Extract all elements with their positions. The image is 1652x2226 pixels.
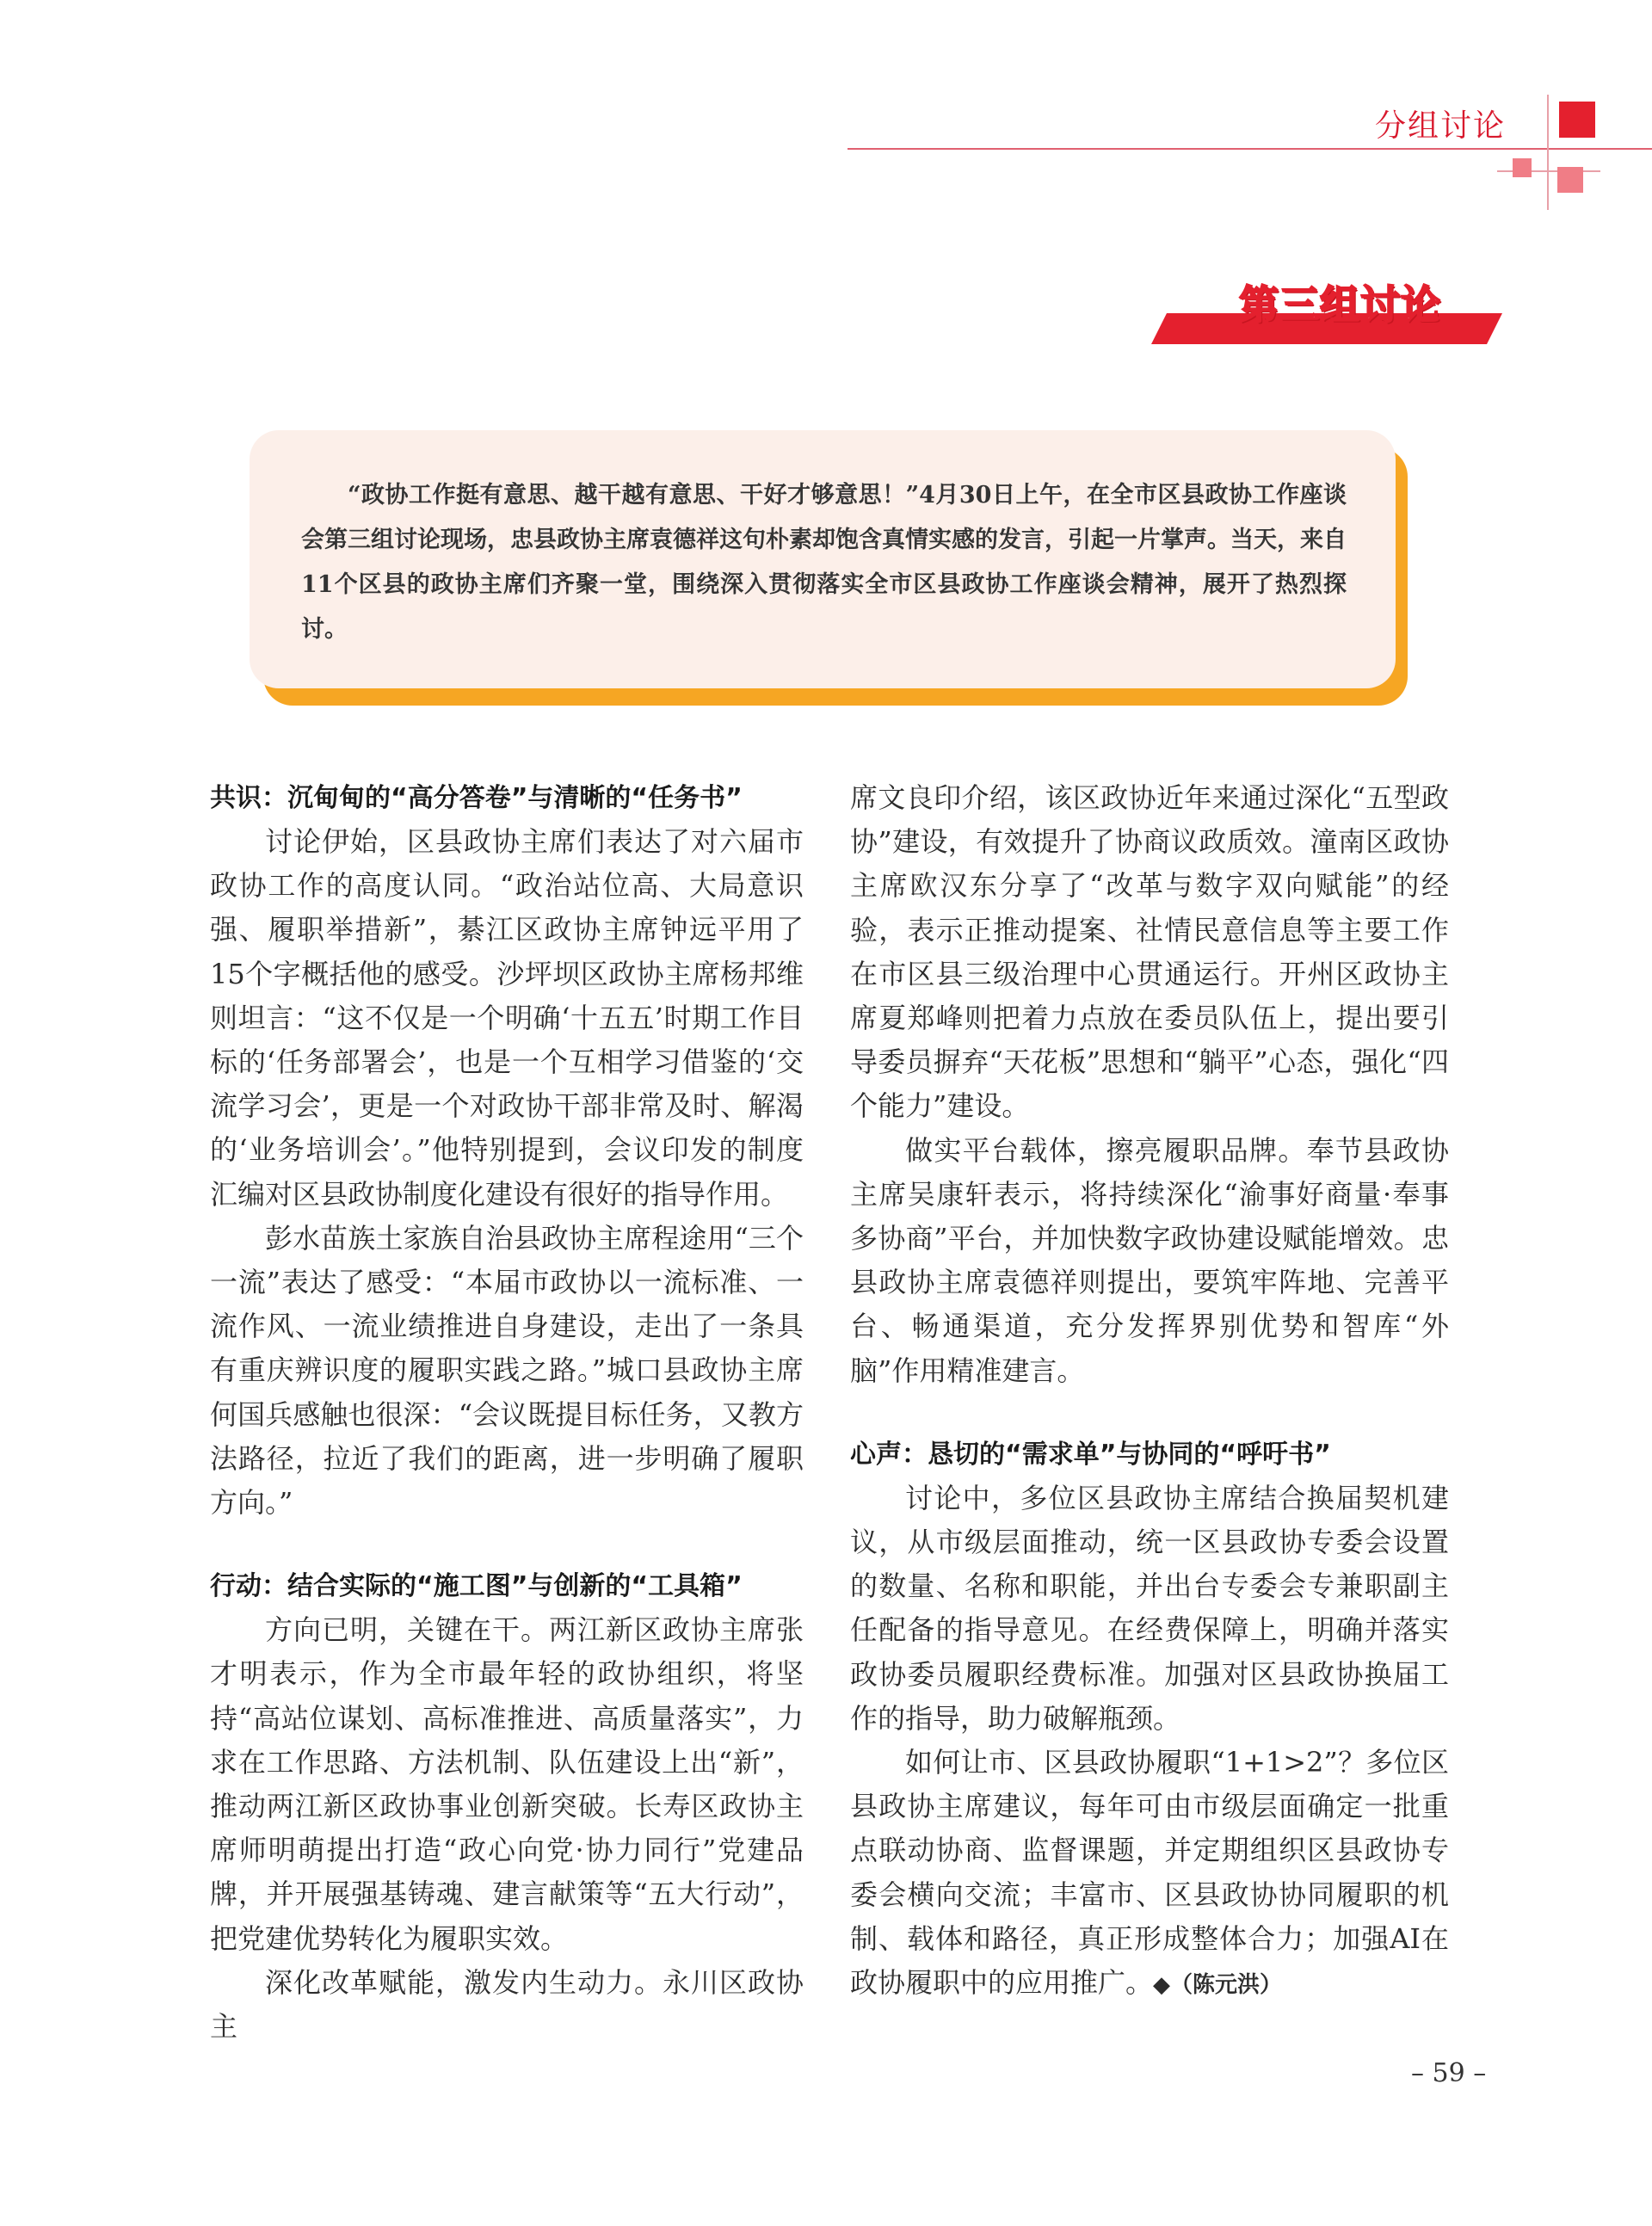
section-heading: 行动：结合实际的“施工图”与创新的“工具箱” <box>210 1571 743 1602</box>
header-deco-square <box>1559 102 1595 138</box>
article-column-left <box>210 776 804 2049</box>
header-deco-vline <box>1547 95 1549 210</box>
paragraph-text: 如何让市、区县政协履职“1+1>2”？多位区县政协主席建议，每年可由市级层面确定一批重点联动协商、监督课题，并定期组织区县政协专委会横向交流；丰富市、区县政协协同履职的机制、载体和路径，真正形成整体合力；加强AI在政协履职中的应用推广。 <box>850 1746 1449 2000</box>
author-byline: （陈元洪） <box>1170 1972 1283 1999</box>
section-heading: 共识：沉甸甸的“高分答卷”与清晰的“任务书” <box>210 783 743 813</box>
paragraph-continued: 席文良印介绍，该区政协近年来通过深化“五型政协”建设，有效提升了协商议政质效。潼南区政协主席欧汉东分享了“改革与数字双向赋能”的经验，表示正推动提案、社情民意信息等主要工作在市区县三级治理中心贯通运行。开州区政协主席夏郑峰则把着力点放在委员队伍上，提出要引导委员摒弃“天花板”思想和“躺平”心态，强化“四个能力”建设。 <box>850 781 1449 1123</box>
paragraph: 讨论中，多位区县政协主席结合换届契机建议，从市级层面推动，统一区县政协专委会设置的数量、名称和职能，并出台专委会专兼职副主任配备的指导意见。在经费保障上，明确并落实政协委员履职经费标准。加强对区县政协换届工作的指导，助力破解瓶颈。 <box>850 1481 1449 1735</box>
paragraph: 深化改革赋能，激发内生动力。永川区政协主 <box>210 1965 804 2044</box>
intro-text: “政协工作挺有意思、越干越有意思、干好才够意思！”4月30日上午，在全市区县政协工作座谈会第三组讨论现场，忠县政协主席袁德祥这句朴素却饱含真情实感的发言，引起一片掌声。当天，来自11个区县的政协主席们齐聚一堂，围绕深入贯彻落实全市区县政协工作座谈会精神，展开了热烈探讨。 <box>301 482 1347 643</box>
header-deco-square <box>1557 167 1583 193</box>
end-mark-icon: ◆ <box>1153 1972 1171 1999</box>
paragraph: 做实平台载体，擦亮履职品牌。奉节县政协主席吴康轩表示，将持续深化“渝事好商量·奉事多协商”平台，并加快数字政协建设赋能增效。忠县政协主席袁德祥则提出，要筑牢阵地、完善平台、畅通渠道，充分发挥界别优势和智库“外脑”作用精准建言。 <box>850 1133 1449 1387</box>
paragraph: 彭水苗族土家族自治县政协主席程途用“三个一流”表达了感受：“本届市政协以一流标准、一流作风、一流业绩推进自身建设，走出了一条具有重庆辨识度的履职实践之路。”城口县政协主席何国兵感触也很深：“会议既提目标任务，又教方法路径，拉近了我们的距离，进一步明确了履职方向。” <box>210 1221 804 1520</box>
paragraph: 讨论伊始，区县政协主席们表达了对六届市政协工作的高度认同。“政治站位高、大局意识强、履职举措新”，綦江区政协主席钟远平用了15个字概括他的感受。沙坪坝区政协主席杨邦维则坦言：“这不仅是一个明确‘十五五’时期工作目标的‘任务部署会’，也是一个互相学习借鉴的‘交流学习会’，更是一个对政协干部非常及时、解渴的‘业务培训会’。”他特别提到，会议印发的制度汇编对区县政协制度化建设有很好的指导作用。 <box>210 825 804 1211</box>
header-rule <box>848 148 1652 150</box>
paragraph: 方向已明，关键在干。两江新区政协主席张才明表示，作为全市最年轻的政协组织，将坚持“高站位谋划、高标准推进、高质量落实”，力求在工作思路、方法机制、队伍建设上出“新”，推动两江新区政协事业创新突破。长寿区政协主席师明萌提出打造“政心向党·协力同行”党建品牌，并开展强基铸魂、建言献策等“五大行动”，把党建优势转化为履职实效。 <box>210 1613 804 1955</box>
page-number: – 59 – <box>1411 2058 1487 2088</box>
page-title: 第三组讨论 <box>1239 281 1441 328</box>
section-heading: 心声：恳切的“需求单”与协同的“呼吁书” <box>850 1439 1331 1470</box>
article-column-right <box>850 776 1449 2007</box>
section-label: 分组讨论 <box>1375 108 1507 144</box>
header-deco-square <box>1513 158 1532 177</box>
paragraph <box>850 1741 1449 2007</box>
